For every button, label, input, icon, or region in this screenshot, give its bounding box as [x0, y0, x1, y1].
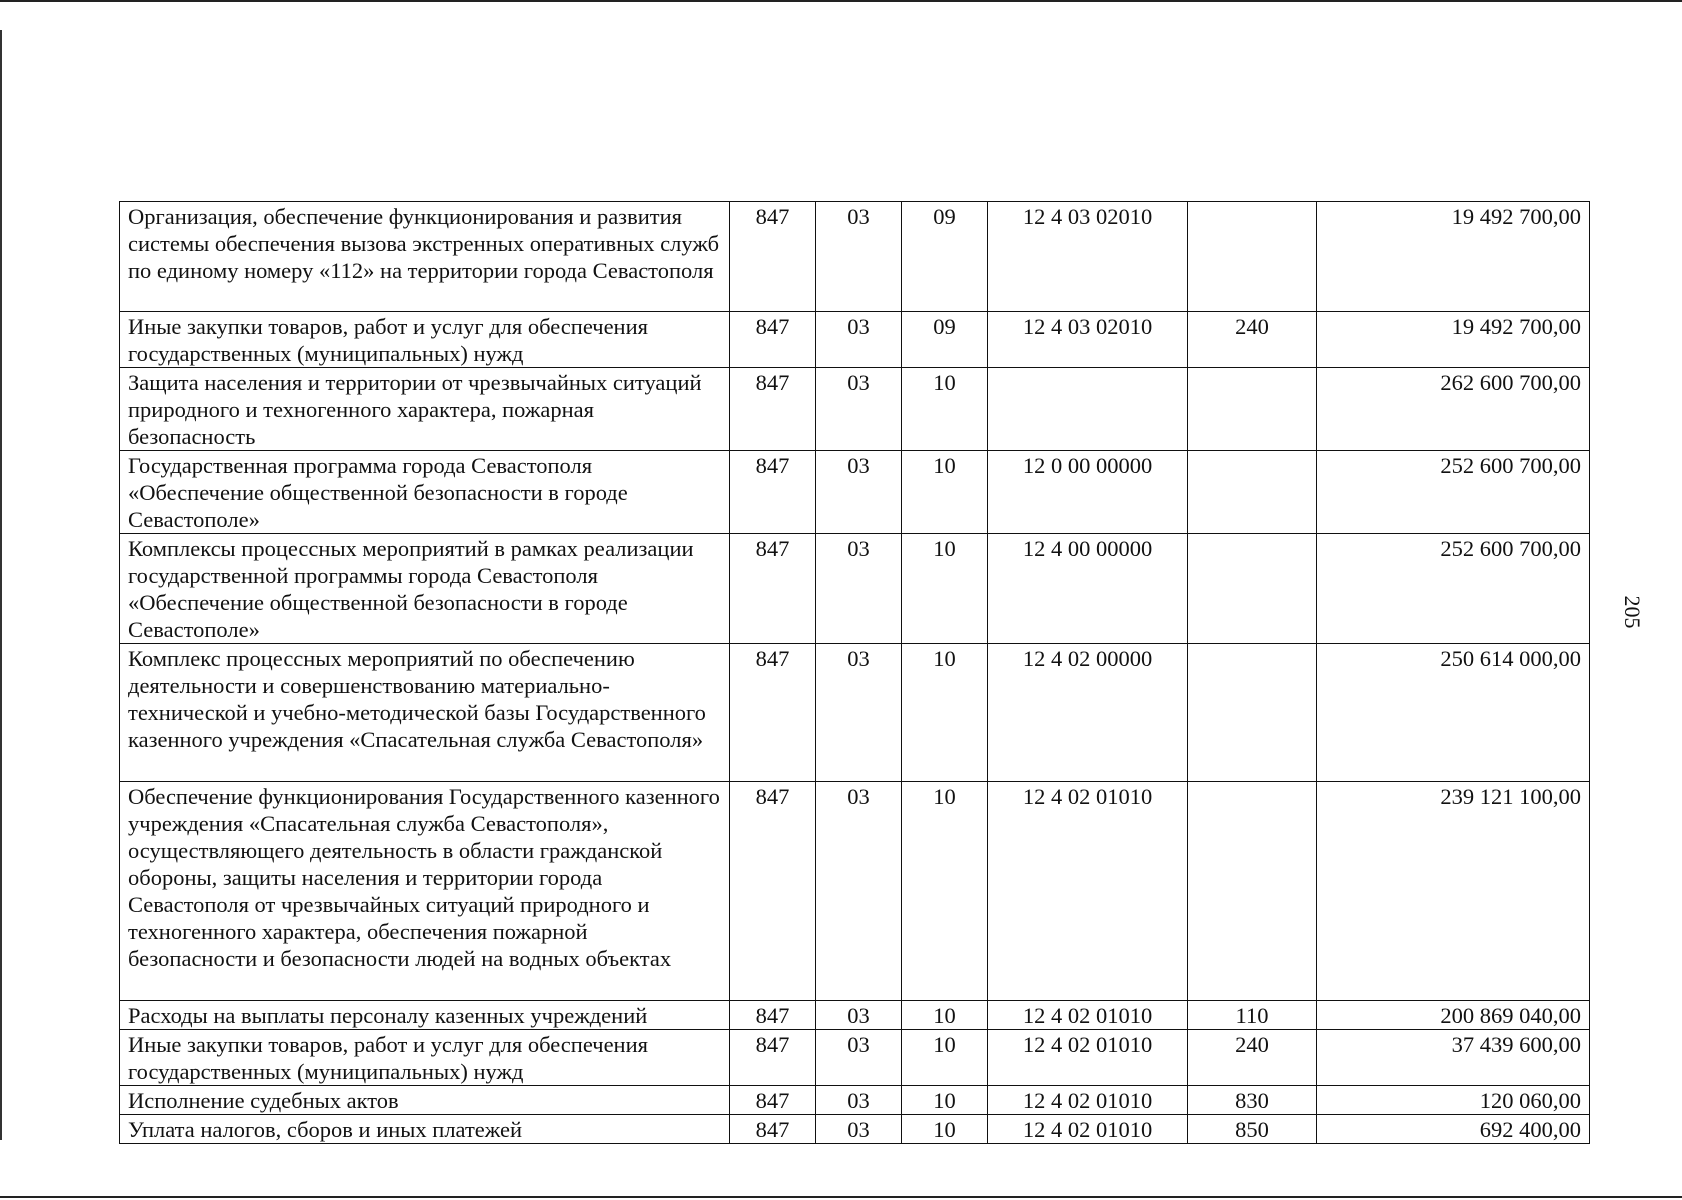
- table-row: [120, 534, 1590, 644]
- table-row: [120, 1086, 1590, 1115]
- expense-name-cell: Иные закупки товаров, работ и услуг для обеспечения государственных (муниципальных) нужд: [120, 1030, 730, 1086]
- target-article-cell: 12 4 03 02010: [988, 312, 1188, 368]
- expense-type-cell: 850: [1188, 1115, 1317, 1144]
- expense-name-cell: Уплата налогов, сборов и иных платежей: [120, 1115, 730, 1144]
- expense-name-cell: Обеспечение функционирования Государственного казенного учреждения «Спасательная служба Севастополя», осуществляющего деятельность в области гражданской обороны, защиты населения и территории города Севастополя от чрезвычайных ситуаций природного и техногенного характера, обеспечения пожарной безопасности и безопасности людей на водных объектах: [120, 782, 730, 1001]
- page-number: 205: [1620, 595, 1645, 629]
- target-article-cell: 12 4 00 00000: [988, 534, 1188, 644]
- expense-type-cell: [1188, 534, 1317, 644]
- subsection-code-cell: 10: [902, 451, 988, 534]
- target-article-cell: 12 4 02 01010: [988, 1001, 1188, 1030]
- department-code-cell: 847: [730, 1001, 816, 1030]
- section-code-cell: 03: [816, 782, 902, 1001]
- subsection-code-cell: 10: [902, 1001, 988, 1030]
- table-row: [120, 1001, 1590, 1030]
- expense-type-cell: 240: [1188, 1030, 1317, 1086]
- amount-cell: 252 600 700,00: [1317, 534, 1590, 644]
- department-code-cell: 847: [730, 368, 816, 451]
- amount-cell: 692 400,00: [1317, 1115, 1590, 1144]
- scan-border-bottom: [0, 1196, 1682, 1198]
- amount-cell: 37 439 600,00: [1317, 1030, 1590, 1086]
- department-code-cell: 847: [730, 534, 816, 644]
- amount-cell: 262 600 700,00: [1317, 368, 1590, 451]
- expense-type-cell: 830: [1188, 1086, 1317, 1115]
- expense-name-cell: Организация, обеспечение функционирования и развития системы обеспечения вызова экстренных оперативных служб по единому номеру «112» на территории города Севастополя: [120, 202, 730, 312]
- section-code-cell: 03: [816, 1001, 902, 1030]
- expense-name-cell: Расходы на выплаты персоналу казенных учреждений: [120, 1001, 730, 1030]
- section-code-cell: 03: [816, 451, 902, 534]
- department-code-cell: 847: [730, 644, 816, 782]
- section-code-cell: 03: [816, 534, 902, 644]
- target-article-cell: 12 4 02 01010: [988, 1086, 1188, 1115]
- department-code-cell: 847: [730, 202, 816, 312]
- expense-type-cell: [1188, 451, 1317, 534]
- amount-cell: 252 600 700,00: [1317, 451, 1590, 534]
- expense-name-cell: Комплексы процессных мероприятий в рамках реализации государственной программы города Севастополя «Обеспечение общественной безопасности в городе Севастополе»: [120, 534, 730, 644]
- table-row: [120, 1115, 1590, 1144]
- subsection-code-cell: 09: [902, 202, 988, 312]
- budget-table: [119, 201, 1590, 1144]
- department-code-cell: 847: [730, 312, 816, 368]
- subsection-code-cell: 09: [902, 312, 988, 368]
- table-row: [120, 451, 1590, 534]
- subsection-code-cell: 10: [902, 368, 988, 451]
- section-code-cell: 03: [816, 1086, 902, 1115]
- table-row: [120, 644, 1590, 782]
- amount-cell: 19 492 700,00: [1317, 202, 1590, 312]
- subsection-code-cell: 10: [902, 1086, 988, 1115]
- amount-cell: 250 614 000,00: [1317, 644, 1590, 782]
- target-article-cell: [988, 368, 1188, 451]
- expense-type-cell: [1188, 202, 1317, 312]
- expense-name-cell: Комплекс процессных мероприятий по обеспечению деятельности и совершенствованию материально-технической и учебно-методической базы Государственного казенного учреждения «Спасательная служба Севастополя»: [120, 644, 730, 782]
- expense-type-cell: [1188, 644, 1317, 782]
- table-row: [120, 202, 1590, 312]
- target-article-cell: 12 4 02 00000: [988, 644, 1188, 782]
- expense-type-cell: [1188, 368, 1317, 451]
- section-code-cell: 03: [816, 1115, 902, 1144]
- expense-type-cell: [1188, 782, 1317, 1001]
- expense-name-cell: Иные закупки товаров, работ и услуг для обеспечения государственных (муниципальных) нужд: [120, 312, 730, 368]
- scan-border-left: [0, 30, 2, 1140]
- department-code-cell: 847: [730, 782, 816, 1001]
- section-code-cell: 03: [816, 202, 902, 312]
- subsection-code-cell: 10: [902, 534, 988, 644]
- subsection-code-cell: 10: [902, 644, 988, 782]
- amount-cell: 200 869 040,00: [1317, 1001, 1590, 1030]
- scan-border-top: [0, 0, 1682, 2]
- section-code-cell: 03: [816, 644, 902, 782]
- expense-type-cell: 110: [1188, 1001, 1317, 1030]
- amount-cell: 19 492 700,00: [1317, 312, 1590, 368]
- department-code-cell: 847: [730, 451, 816, 534]
- expense-name-cell: Государственная программа города Севастополя «Обеспечение общественной безопасности в городе Севастополе»: [120, 451, 730, 534]
- section-code-cell: 03: [816, 368, 902, 451]
- subsection-code-cell: 10: [902, 1115, 988, 1144]
- expense-name-cell: Исполнение судебных актов: [120, 1086, 730, 1115]
- section-code-cell: 03: [816, 1030, 902, 1086]
- target-article-cell: 12 4 02 01010: [988, 1115, 1188, 1144]
- target-article-cell: 12 4 02 01010: [988, 1030, 1188, 1086]
- table-row: [120, 368, 1590, 451]
- expense-name-cell: Защита населения и территории от чрезвычайных ситуаций природного и техногенного характера, пожарная безопасность: [120, 368, 730, 451]
- section-code-cell: 03: [816, 312, 902, 368]
- expense-type-cell: 240: [1188, 312, 1317, 368]
- table-row: [120, 782, 1590, 1001]
- table-row: [120, 312, 1590, 368]
- target-article-cell: 12 4 03 02010: [988, 202, 1188, 312]
- department-code-cell: 847: [730, 1030, 816, 1086]
- department-code-cell: 847: [730, 1115, 816, 1144]
- department-code-cell: 847: [730, 1086, 816, 1115]
- amount-cell: 239 121 100,00: [1317, 782, 1590, 1001]
- subsection-code-cell: 10: [902, 782, 988, 1001]
- table-row: [120, 1030, 1590, 1086]
- subsection-code-cell: 10: [902, 1030, 988, 1086]
- budget-table-body: [120, 202, 1590, 1144]
- amount-cell: 120 060,00: [1317, 1086, 1590, 1115]
- target-article-cell: 12 4 02 01010: [988, 782, 1188, 1001]
- target-article-cell: 12 0 00 00000: [988, 451, 1188, 534]
